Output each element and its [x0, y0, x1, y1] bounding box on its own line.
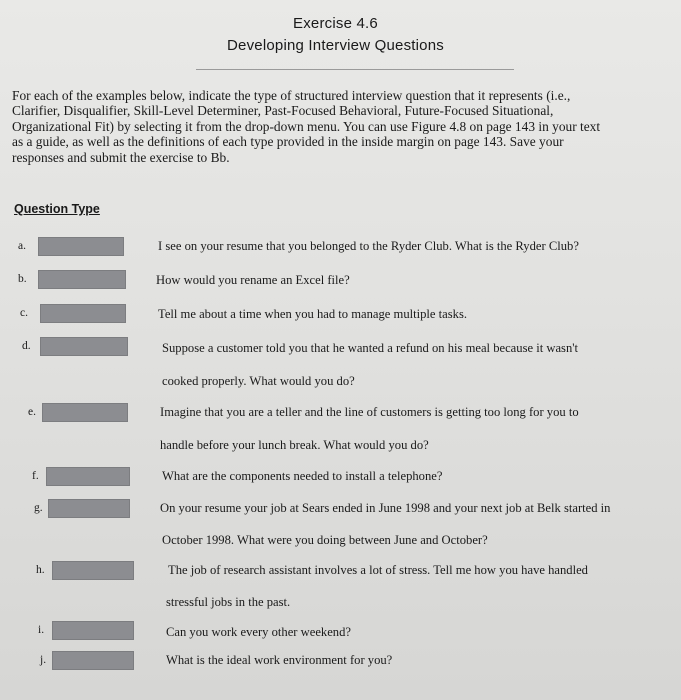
question-type-dropdown-b[interactable] — [38, 270, 126, 289]
title-divider — [196, 69, 514, 70]
question-text-h: The job of research assistant involves a lot of stress. Tell me how you have handled — [168, 563, 588, 577]
instruction-line: Organizational Fit) by selecting it from the drop-down menu. You can use Figure 4.8 on page 143 in your text — [12, 118, 601, 134]
question-text-i: Can you work every other weekend? — [166, 625, 351, 639]
item-letter: h. — [36, 564, 45, 576]
question-type-dropdown-d[interactable] — [40, 337, 128, 356]
question-type-dropdown-e[interactable] — [42, 403, 128, 422]
page-subtitle: Developing Interview Questions — [227, 37, 444, 54]
question-text-c: Tell me about a time when you had to manage multiple tasks. — [158, 307, 467, 321]
item-letter: j. — [40, 654, 47, 666]
question-type-dropdown-h[interactable] — [52, 561, 134, 580]
question-text-g: On your resume your job at Sears ended in June 1998 and your next job at Belk started in — [160, 501, 611, 515]
question-type-dropdown-c[interactable] — [40, 304, 126, 323]
question-type-dropdown-f[interactable] — [46, 467, 130, 486]
question-type-dropdown-i[interactable] — [52, 621, 134, 640]
question-text-d: Suppose a customer told you that he wanted a refund on his meal because it wasn't — [162, 341, 579, 355]
instructions — [12, 88, 674, 165]
page-title: Exercise 4.6 — [293, 15, 378, 32]
question-type-dropdown-a[interactable] — [38, 237, 124, 256]
question-text-a: I see on your resume that you belonged to the Ryder Club. What is the Ryder Club? — [158, 239, 579, 253]
question-text-d-cont: cooked properly. What would you do? — [162, 374, 355, 388]
item-letter: f. — [32, 470, 39, 482]
question-text-j: What is the ideal work environment for you? — [166, 653, 393, 667]
instruction-line: as a guide, as well as the definitions of each type provided in the inside margin on page 143. Save your — [12, 134, 564, 150]
item-letter: a. — [18, 240, 26, 252]
instruction-line: Clarifier, Disqualifier, Skill-Level Determiner, Past-Focused Behavioral, Future-Focused Situational, — [12, 103, 554, 119]
item-letter: e. — [28, 406, 36, 418]
instruction-line: For each of the examples below, indicate the type of structured interview question that it represents (i.e., — [12, 88, 571, 103]
question-type-dropdown-g[interactable] — [48, 499, 130, 518]
question-text-h-cont: stressful jobs in the past. — [166, 595, 291, 609]
question-text-e-cont: handle before your lunch break. What would you do? — [160, 438, 429, 452]
item-letter: c. — [20, 307, 28, 319]
question-type-dropdown-j[interactable] — [52, 651, 134, 670]
item-letter: i. — [38, 624, 45, 636]
item-letter: g. — [34, 502, 43, 514]
question-type-header: Question Type — [14, 202, 100, 216]
question-text-g-cont: October 1998. What were you doing between June and October? — [162, 533, 488, 547]
question-text-e: Imagine that you are a teller and the line of customers is getting too long for you to — [160, 405, 579, 419]
question-text-f: What are the components needed to install a telephone? — [162, 469, 443, 483]
instruction-line: responses and submit the exercise to Bb. — [12, 149, 230, 165]
question-text-b: How would you rename an Excel file? — [156, 273, 350, 287]
item-letter: b. — [18, 273, 27, 285]
item-letter: d. — [22, 340, 31, 352]
